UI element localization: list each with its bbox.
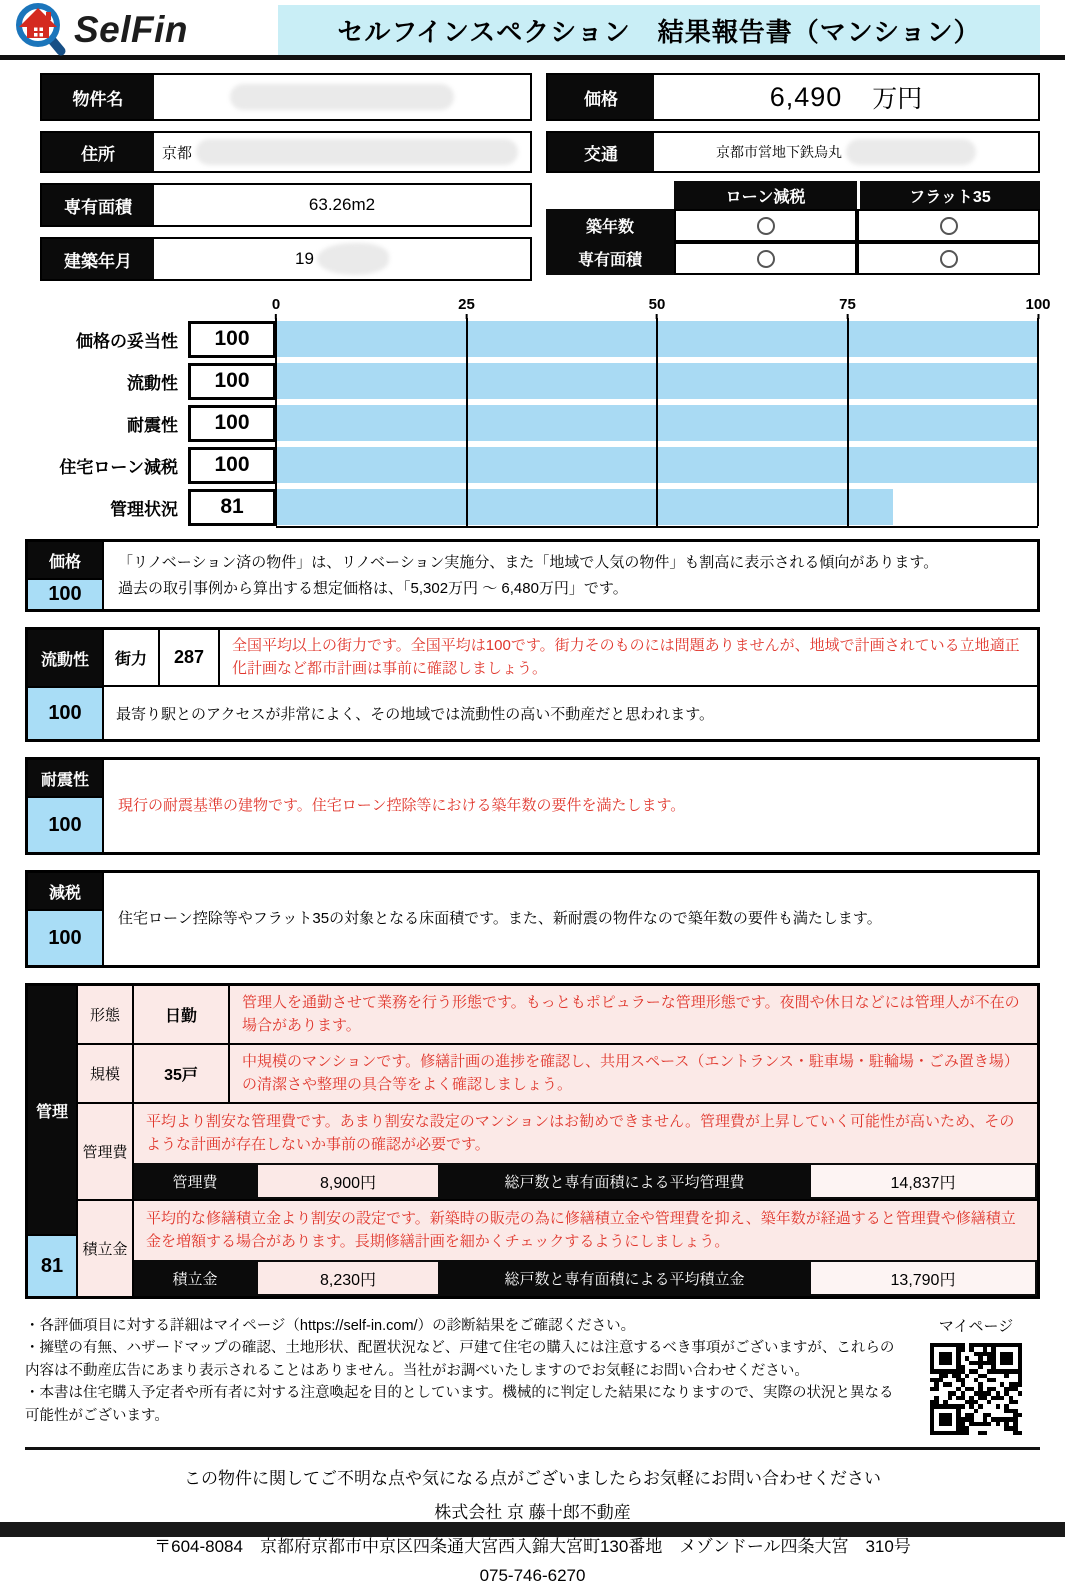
magnifier-house-icon bbox=[10, 0, 72, 61]
chart-row bbox=[28, 402, 1038, 444]
management-row-comment: 管理人を通勤させて業務を行う形態です。もっともポピュラーな管理形態です。夜間や休日などには管理人が不在の場合があります。 bbox=[242, 994, 1020, 1034]
transit-row bbox=[546, 131, 1040, 173]
address-row bbox=[40, 131, 532, 173]
eligibility-column-header: ローン減税 bbox=[674, 181, 857, 209]
chart-score-box: 100 bbox=[188, 321, 276, 358]
contact-message: この物件に関してご不明な点や気になる点がございましたらお気軽にお問い合わせください bbox=[184, 1469, 881, 1488]
eligibility-column-header: フラット35 bbox=[857, 181, 1040, 209]
reserve-sub-label: 積立金 bbox=[172, 1270, 218, 1288]
liquidity-section-tag: 流動性 bbox=[28, 630, 102, 688]
seismic-comment: 現行の耐震基準の建物です。住宅ローン控除等における築年数の要件を満たします。 bbox=[118, 797, 686, 815]
property-name-label: 物件名 bbox=[42, 75, 154, 119]
management-row-label: 規模 bbox=[78, 1045, 134, 1102]
disclaimer-note: ・本書は住宅購入予定者や所有者に対する注意喚起を目的としています。機械的に判定した結果になりますので、実際の状況と異なる可能性がございます。 bbox=[25, 1385, 894, 1424]
chart-category-label: 住宅ローン減税 bbox=[59, 457, 178, 477]
price-section-text bbox=[104, 542, 1037, 609]
reserve-sub-value: 8,230円 bbox=[258, 1262, 438, 1294]
transit-visible-text: 京都市営地下鉄烏丸 bbox=[716, 144, 842, 160]
fee-sub-label: 管理費 bbox=[172, 1173, 218, 1191]
eligibility-cell bbox=[674, 242, 857, 275]
eligibility-row-label: 専有面積 bbox=[546, 242, 674, 275]
radio-circle-icon[interactable] bbox=[757, 217, 775, 235]
chart-bar bbox=[276, 321, 1038, 357]
chart-score-box: 100 bbox=[188, 405, 276, 442]
management-reserve-comment: 平均的な修繕積立金より割安の設定です。新築時の販売の為に修繕積立金や管理費を抑え、築年数が経過すると管理費や修繕積立金を増額する場合があります。長期修繕計画を細かくチェックするようにしましょう。 bbox=[146, 1210, 1016, 1250]
management-fee-block bbox=[78, 1104, 1037, 1201]
chart-score-box: 100 bbox=[188, 363, 276, 400]
built-date-visible-text: 19 bbox=[295, 249, 314, 268]
management-section-left bbox=[28, 986, 78, 1296]
floor-area-row bbox=[40, 183, 532, 227]
management-reserve-label: 積立金 bbox=[78, 1201, 134, 1296]
seismic-section bbox=[25, 757, 1040, 855]
management-row-value: 日勤 bbox=[134, 986, 230, 1043]
tax-section bbox=[25, 870, 1040, 968]
chart-row bbox=[28, 486, 1038, 528]
chart-row bbox=[28, 318, 1038, 360]
company-address: 〒604-8084 京都府京都市中京区四条通大宮西入錦大宮町130番地 メゾンドール四条大宮 310号 bbox=[154, 1537, 911, 1556]
price-row bbox=[546, 73, 1040, 121]
reserve-average-value: 13,790円 bbox=[811, 1262, 1035, 1294]
property-info-right bbox=[546, 73, 1040, 291]
property-name-value bbox=[154, 75, 530, 119]
management-fee-content bbox=[134, 1104, 1037, 1199]
chart-bar-area bbox=[276, 444, 1038, 486]
chart-row bbox=[28, 360, 1038, 402]
liquidity-section-score: 100 bbox=[28, 688, 102, 739]
qr-label: マイページ bbox=[938, 1318, 1014, 1335]
management-reserve-block bbox=[78, 1201, 1037, 1296]
management-row-label: 形態 bbox=[78, 986, 134, 1043]
chart-row bbox=[28, 444, 1038, 486]
chart-bar bbox=[276, 489, 893, 525]
radio-circle-icon[interactable] bbox=[757, 250, 775, 268]
eligibility-cell bbox=[857, 242, 1040, 275]
chart-bar-area bbox=[276, 402, 1038, 444]
price-text-line1: 「リノベーション済の物件」は、リノベーション実施分、また「地域で人気の物件」も割高に表示される傾向があります。 bbox=[118, 554, 939, 571]
footer-notes-area bbox=[0, 1299, 1065, 1443]
management-reserve-content bbox=[134, 1201, 1037, 1296]
management-rows bbox=[78, 986, 1037, 1104]
chart-bar-area bbox=[276, 318, 1038, 360]
eligibility-row-label: 築年数 bbox=[546, 209, 674, 242]
management-fee-subrow bbox=[134, 1163, 1037, 1199]
redacted-blur bbox=[230, 84, 453, 110]
mypage-qr-block bbox=[912, 1315, 1040, 1435]
chart-bar bbox=[276, 447, 1038, 483]
management-row-comment: 中規模のマンションです。修繕計画の進捗を確認し、共用スペース（エントランス・駐車場・駐輪場・ごみ置き場）の清潔さや整理の具合等をよく確認しましょう。 bbox=[242, 1053, 1019, 1093]
chart-score-box: 81 bbox=[188, 489, 276, 526]
axis-tick-label: 25 bbox=[458, 296, 475, 319]
address-value bbox=[154, 133, 530, 171]
liquidity-comment: 最寄り駅とのアクセスが非常によく、その地域では流動性の高い不動産だと思われます。 bbox=[116, 705, 715, 723]
eligibility-cell bbox=[674, 209, 857, 242]
seismic-section-left bbox=[28, 760, 104, 852]
transit-label: 交通 bbox=[548, 133, 654, 171]
axis-tick-label: 75 bbox=[839, 296, 856, 319]
price-value bbox=[654, 75, 1038, 119]
axis-tick-label: 100 bbox=[1025, 296, 1050, 319]
radio-circle-icon[interactable] bbox=[940, 250, 958, 268]
liquidity-section-left bbox=[28, 630, 104, 739]
company-name: 株式会社 京 藤十郎不動産 bbox=[434, 1503, 631, 1522]
eligibility-table bbox=[546, 181, 1040, 275]
price-section-tag: 価格 bbox=[28, 542, 102, 578]
fee-sub-value: 8,900円 bbox=[258, 1165, 438, 1197]
machiryoku-comment: 全国平均以上の街力です。全国平均は100です。街力そのものには問題ありませんが、地域で計画されている立地適正化計画など都市計画は事前に確認しましょう。 bbox=[232, 637, 1020, 677]
management-row bbox=[78, 1045, 1037, 1104]
chart-category-label: 流動性 bbox=[127, 373, 178, 393]
qr-code-icon bbox=[930, 1343, 1022, 1435]
redacted-blur bbox=[317, 243, 389, 275]
redacted-blur bbox=[196, 139, 518, 165]
bottom-bar bbox=[0, 1522, 1065, 1537]
chart-axis-ticks bbox=[271, 296, 1051, 318]
price-amount: 6,490 bbox=[769, 81, 843, 112]
property-name-row bbox=[40, 73, 532, 121]
address-label: 住所 bbox=[42, 133, 154, 171]
tax-section-score: 100 bbox=[28, 909, 102, 965]
chart-bar-area bbox=[276, 486, 1038, 528]
transit-value bbox=[654, 133, 1038, 171]
score-chart bbox=[0, 293, 1065, 528]
report-header bbox=[0, 0, 1065, 60]
axis-tick-label: 0 bbox=[272, 296, 280, 319]
chart-bar bbox=[276, 363, 1038, 399]
built-date-label: 建築年月 bbox=[42, 239, 154, 279]
machiryoku-value: 287 bbox=[160, 630, 220, 685]
property-info-left bbox=[40, 73, 532, 291]
disclaimer-note: ・擁壁の有無、ハザードマップの確認、土地形状、配置状況など、戸建て住宅の購入には注意するべき事項がございますが、これらの内容は不動産広告にあまり表示されることはありません。当社がお調べいたしますのでお気軽にお問い合わせください。 bbox=[25, 1340, 895, 1379]
evaluation-sections bbox=[0, 528, 1065, 1299]
price-section-left bbox=[28, 542, 104, 609]
built-date-row bbox=[40, 237, 532, 281]
built-date-value bbox=[154, 239, 530, 279]
management-row-value: 35戸 bbox=[134, 1045, 230, 1102]
management-fee-label: 管理費 bbox=[78, 1104, 134, 1199]
tax-section-left bbox=[28, 873, 104, 965]
management-section-body bbox=[78, 986, 1037, 1296]
machiryoku-row bbox=[104, 630, 1037, 687]
redacted-blur bbox=[846, 139, 976, 165]
liquidity-section bbox=[25, 627, 1040, 742]
chart-category-label: 耐震性 bbox=[127, 415, 178, 435]
management-row bbox=[78, 986, 1037, 1045]
price-section-score: 100 bbox=[28, 578, 102, 609]
reserve-average-label: 総戸数と専有面積による平均積立金 bbox=[504, 1270, 745, 1288]
chart-body bbox=[28, 318, 1038, 528]
seismic-section-score: 100 bbox=[28, 796, 102, 852]
radio-circle-icon[interactable] bbox=[940, 217, 958, 235]
disclaimer-notes bbox=[25, 1315, 912, 1435]
fee-average-value: 14,837円 bbox=[811, 1165, 1035, 1197]
brand-name: SelFin bbox=[74, 9, 189, 50]
management-section bbox=[25, 983, 1040, 1299]
chart-bar-area bbox=[276, 360, 1038, 402]
eligibility-spacer bbox=[546, 181, 674, 209]
chart-category-label: 管理状況 bbox=[110, 499, 178, 519]
chart-category-label: 価格の妥当性 bbox=[76, 331, 178, 351]
seismic-section-tag: 耐震性 bbox=[28, 760, 102, 796]
report-title: セルフインスペクション 結果報告書（マンション） bbox=[278, 5, 1040, 55]
fee-average-label: 総戸数と専有面積による平均管理費 bbox=[504, 1173, 745, 1191]
chart-rows bbox=[28, 318, 1038, 528]
price-unit: 万円 bbox=[872, 85, 923, 113]
address-visible-text: 京都 bbox=[162, 144, 193, 162]
management-fee-comment: 平均より割安な管理費です。あまり割安な設定のマンションはお勧めできません。管理費が上昇していく可能性が高いため、そのような計画が存在しないか事前の確認が必要です。 bbox=[146, 1113, 1015, 1153]
price-text-line2: 過去の取引事例から算出する想定価格は、「5,302万円 ～ 6,480万円」です。 bbox=[118, 579, 628, 597]
selfin-logo bbox=[10, 5, 278, 55]
property-info bbox=[0, 60, 1065, 293]
disclaimer-note: ・各評価項目に対する詳細はマイページ（https://self-in.com/）の診断結果をご確認ください。 bbox=[25, 1318, 636, 1334]
price-label: 価格 bbox=[548, 75, 654, 119]
chart-bar bbox=[276, 405, 1038, 441]
management-section-tag: 管理 bbox=[35, 1103, 68, 1121]
management-section-score: 81 bbox=[28, 1234, 76, 1296]
floor-area-value: 63.26m2 bbox=[308, 195, 376, 214]
contact-block bbox=[0, 1450, 1065, 1586]
machiryoku-label: 街力 bbox=[104, 630, 160, 685]
phone-number: 075-746-6270 bbox=[479, 1566, 586, 1585]
management-reserve-subrow bbox=[134, 1260, 1037, 1296]
tax-comment: 住宅ローン控除等やフラット35の対象となる床面積です。また、新耐震の物件なので築年数の要件も満たします。 bbox=[118, 910, 882, 928]
tax-section-tag: 減税 bbox=[28, 873, 102, 909]
chart-score-box: 100 bbox=[188, 447, 276, 484]
price-section bbox=[25, 539, 1040, 612]
eligibility-cell bbox=[857, 209, 1040, 242]
floor-area-label: 専有面積 bbox=[42, 185, 154, 225]
axis-tick-label: 50 bbox=[649, 296, 666, 319]
liquidity-section-body bbox=[104, 630, 1037, 739]
